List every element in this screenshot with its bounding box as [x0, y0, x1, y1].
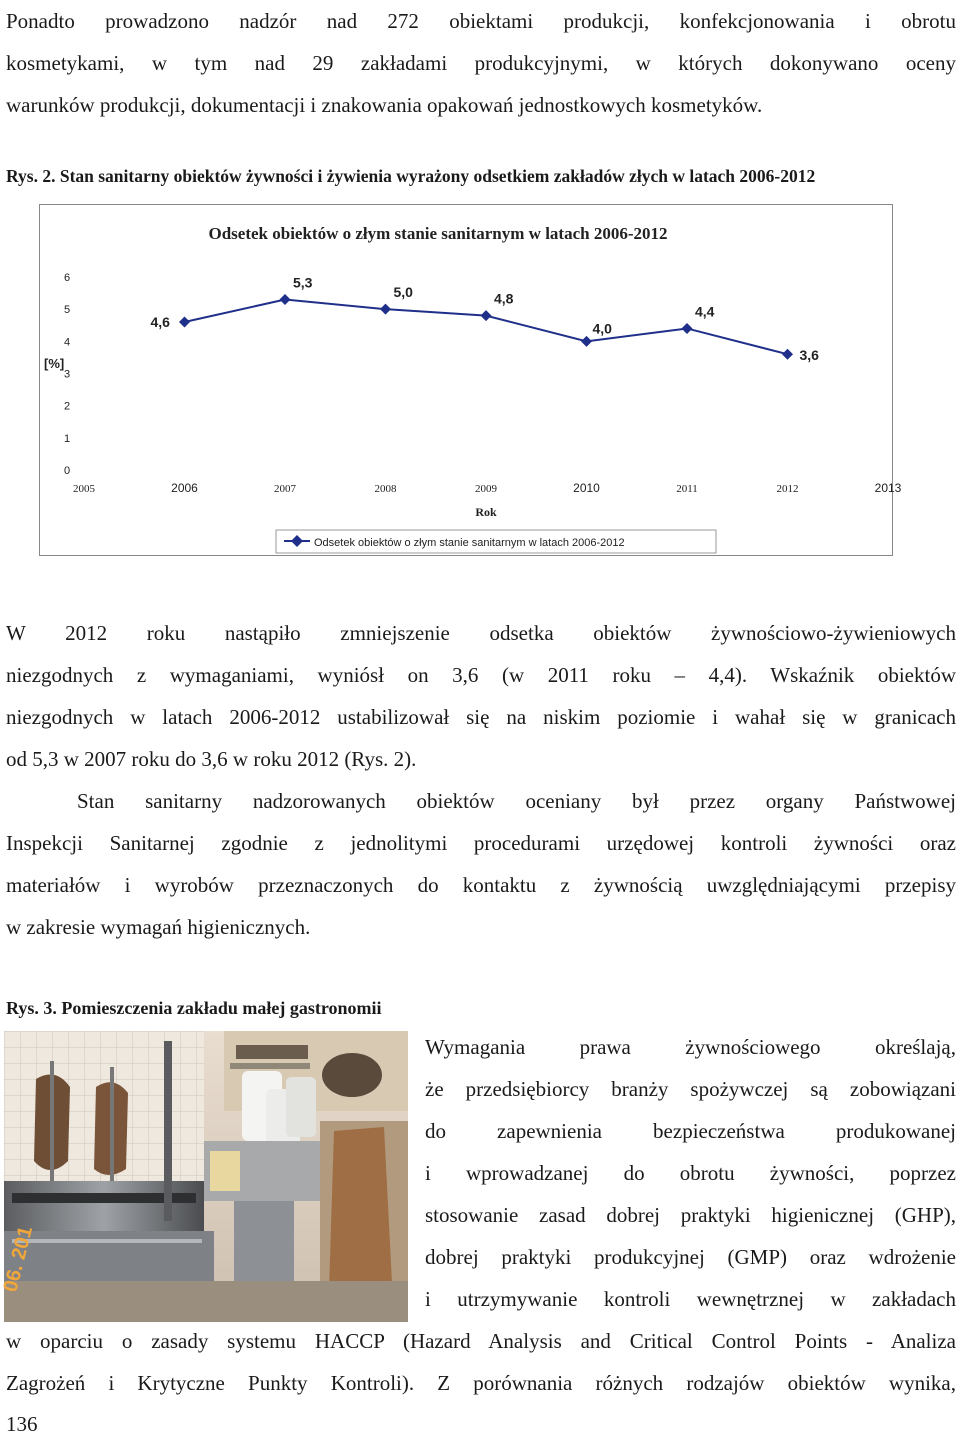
data-label: 5,0: [393, 284, 413, 301]
data-point: [581, 336, 592, 347]
x-tick-label: 2011: [676, 483, 698, 495]
chart-legend: [276, 530, 716, 553]
body-paragraph-3-continuation: [6, 1320, 956, 1404]
text-line: Zagrożeń i Krytyczne Punkty Kontroli). Z porównania różnych rodzajów obiektów wynika,: [6, 1371, 956, 1395]
text-line: Inspekcji Sanitarnej zgodnie z jednolitymi procedurami urzędowej kontroli żywności oraz: [6, 831, 956, 855]
data-label: 3,6: [799, 347, 819, 364]
text-line: W 2012 roku nastąpiło zmniejszenie odsetka obiektów żywnościowo-żywieniowych: [6, 621, 956, 645]
figure-2-caption: Rys. 2. Stan sanitarny obiektów żywności i żywienia wyrażony odsetkiem zakładów złych w latach 2006-2012: [6, 166, 816, 186]
kitchen-photo: [0, 1031, 408, 1322]
x-axis-label: Rok: [475, 505, 497, 519]
line-chart: [40, 205, 902, 555]
x-tick-label: 2010: [573, 481, 600, 495]
text-line: materiałów i wyrobów przeznaczonych do kontaktu z żywnością uwzględniającymi przepisy: [6, 873, 956, 897]
x-tick-label: 2008: [374, 483, 397, 495]
text-line: w zakresie wymagań higienicznych.: [6, 915, 311, 939]
chart-frame: [39, 204, 902, 556]
data-point: [481, 310, 492, 321]
text-line: Ponadto prowadzono nadzór nad 272 obiektami produkcji, konfekcjonowania i obrotu: [6, 9, 956, 33]
data-label: 4,6: [150, 314, 170, 331]
x-tick-label: 2013: [874, 481, 902, 495]
page-number: 136: [6, 1412, 38, 1436]
y-tick-label: 5: [63, 304, 71, 317]
figure-3-caption: Rys. 3. Pomieszczenia zakładu małej gastronomii: [6, 998, 382, 1018]
x-tick-label: 2009: [475, 483, 497, 495]
text-line: niezgodnych w latach 2006-2012 ustabilizował się na niskim poziomie i wahał się w granicach: [6, 705, 956, 729]
data-point: [380, 304, 391, 315]
text-line: do zapewnienia bezpieczeństwa produkowanej: [425, 1119, 956, 1143]
y-tick-label: 1: [63, 432, 71, 445]
body-paragraph-2: [6, 780, 956, 948]
text-line: i utrzymywanie kontroli wewnętrznej w zakładach: [425, 1287, 956, 1311]
text-line: kosmetykami, w tym nad 29 zakładami produkcyjnymi, w których dokonywano oceny: [6, 51, 956, 75]
y-tick-label: 4: [63, 336, 71, 349]
data-label: 4,4: [695, 303, 715, 320]
x-tick-label: 2012: [776, 483, 799, 495]
text-line: i wprowadzanej do obrotu żywności, poprzez: [425, 1161, 956, 1185]
y-tick-label: 0: [63, 465, 71, 477]
intro-paragraph: [6, 0, 956, 126]
y-tick-label: 2: [63, 400, 71, 413]
text-line: dobrej praktyki produkcyjnej (GMP) oraz wdrożenie: [425, 1245, 956, 1269]
text-line: Wymagania prawa żywnościowego określają,: [425, 1035, 956, 1059]
x-tick-label: 2007: [274, 483, 296, 495]
data-point: [682, 323, 693, 334]
data-label: 5,3: [293, 274, 313, 291]
photo-date-stamp: 06. 201: [0, 1224, 37, 1295]
x-tick-label: 2005: [73, 483, 95, 495]
y-axis-label: [%]: [44, 356, 65, 371]
y-tick-label: 6: [63, 272, 71, 284]
text-line: niezgodnych z wymaganiami, wyniósł on 3,6 (w 2011 roku – 4,4). Wskaźnik obiektów: [6, 663, 956, 687]
chart-title: Odsetek obiektów o złym stanie sanitarnym w latach 2006-2012: [208, 224, 668, 243]
data-point: [782, 349, 793, 360]
x-tick-label: 2006: [171, 481, 198, 495]
body-paragraph-1: [6, 612, 956, 780]
y-tick-label: 3: [63, 368, 71, 381]
text-line: od 5,3 w 2007 roku do 3,6 w roku 2012 (Rys. 2).: [6, 747, 417, 771]
text-line: stosowanie zasad dobrej praktyki higienicznej (GHP),: [425, 1203, 956, 1227]
body-paragraph-3-beside-photo: [425, 1026, 956, 1320]
text-line: w oparciu o zasady systemu HACCP (Hazard Analysis and Critical Control Points - Analiza: [6, 1329, 956, 1353]
text-line: że przedsiębiorcy branży spożywczej są zobowiązani: [425, 1077, 956, 1101]
legend-entry: Odsetek obiektów o złym stanie sanitarnym w latach 2006-2012: [314, 537, 625, 549]
data-point: [280, 294, 291, 305]
data-point: [179, 317, 190, 328]
data-label: 4,8: [494, 290, 514, 307]
data-label: 4,0: [592, 320, 612, 337]
text-line: Stan sanitarny nadzorowanych obiektów oceniany był przez organy Państwowej: [77, 789, 956, 813]
text-line: warunków produkcji, dokumentacji i znakowania opakowań jednostkowych kosmetyków.: [6, 93, 763, 117]
